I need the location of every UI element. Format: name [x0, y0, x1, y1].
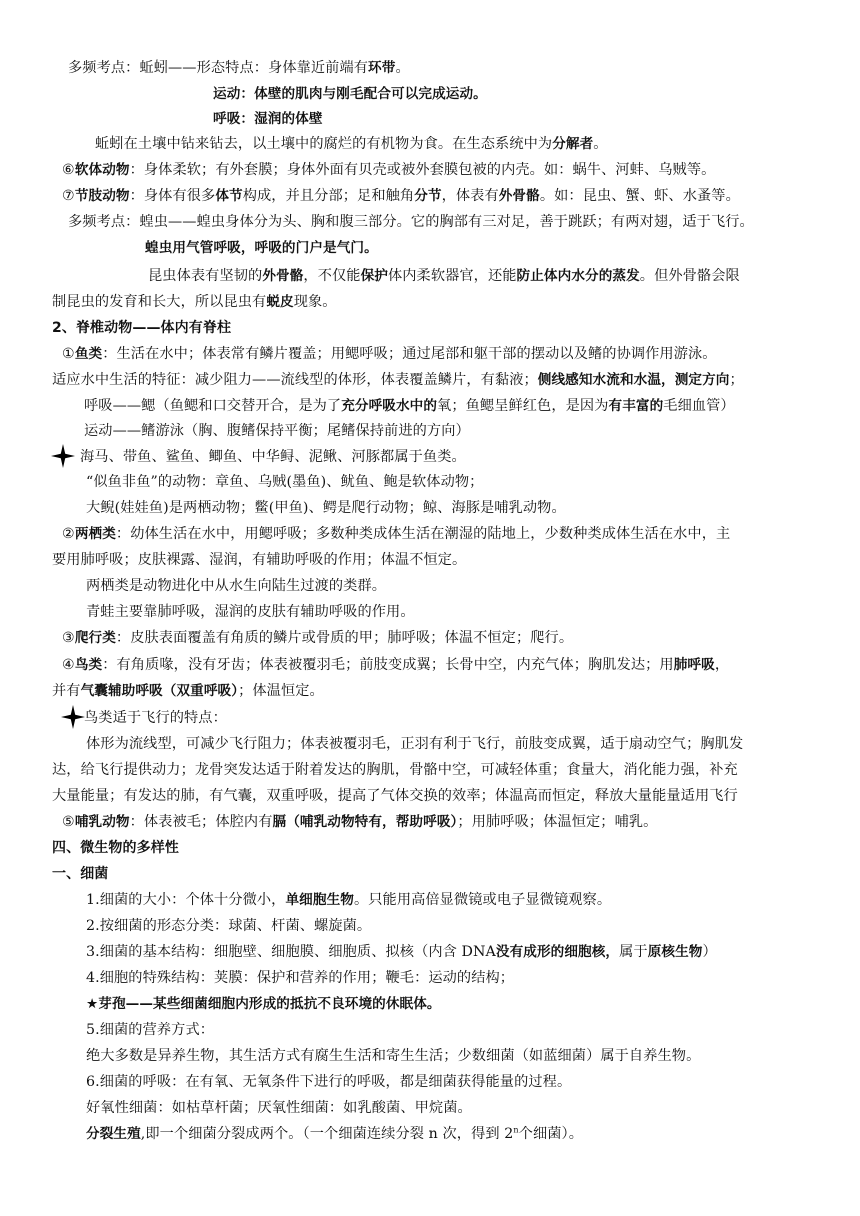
text-line-decomposer: [95, 134, 608, 154]
text: 蚯蚓在土壤中钻来钻去，以土壤中的腐烂的有机物为食。在生态系统中为: [95, 136, 553, 152]
text: ：有角质喙，没有牙齿；体表被覆羽毛；前肢变成翼；长骨中空，内充气体；胸肌发达；用: [102, 657, 674, 673]
bold-text: 侧线感知水流和水温，测定方向: [537, 372, 730, 388]
text: 。如：昆虫、蟹、虾、水蚤等。: [539, 188, 740, 204]
text-line-amphibians-3: 两栖类是动物进化中从水生向陆生过渡的类群。: [86, 578, 387, 594]
text-line-bacteria-size: [86, 890, 611, 910]
text-line-nutrition: 5.细菌的营养方式：: [86, 1022, 215, 1038]
four-point-star-icon: [61, 705, 85, 729]
text-line-flight-2: 达，给飞行提供动力；龙骨突发达适于附着发达的胸肌，骨骼中空，可减轻体重；食量大，消化能力强，补充: [52, 762, 738, 778]
text-line-fish-movement: 运动——鳍游泳（胸、腹鳍保持平衡；尾鳍保持前进的方向）: [84, 423, 470, 439]
text: ④: [62, 657, 75, 673]
bold-text: 体节: [215, 188, 243, 204]
text: ：体表被毛；体腔内有: [129, 814, 273, 830]
bold-text: 两栖类: [74, 526, 116, 542]
text-line-amphibians: [62, 524, 730, 544]
text: ⑦: [62, 188, 75, 204]
text-line-not-fish-2: 大鲵(娃娃鱼)是两栖动物；鳖(甲鱼)、鳄是爬行动物；鲸、海豚是哺乳动物。: [86, 500, 566, 516]
bold-text: 分裂生殖: [86, 1126, 141, 1142]
bold-text: 哺乳动物: [74, 814, 130, 830]
bold-text: 有丰富的: [608, 398, 664, 414]
section-heading-microbes: 四、微生物的多样性: [52, 840, 179, 856]
text: 昆虫体表有坚韧的: [148, 268, 263, 284]
text: 现象。: [293, 294, 337, 310]
bold-text: 鱼类: [74, 346, 103, 362]
text-line-earthworm-movement: 运动：体壁的肌肉与刚毛配合可以完成运动。: [213, 86, 487, 102]
text-line-special-structure: 4.细胞的特殊结构：荚膜：保护和营养的作用；鞭毛：运动的结构；: [86, 970, 515, 986]
text: ③: [62, 630, 75, 646]
text-line-respiration: 6.细菌的呼吸：在有氧、无氧条件下进行的呼吸，都是细菌获得能量的过程。: [86, 1074, 572, 1090]
text: ：身体有很多: [129, 188, 216, 204]
text: ：皮肤表面覆盖有角质的鳞片或骨质的甲；肺呼吸；体温不恒定；爬行。: [115, 630, 574, 646]
text-line-bacteria-shape: 2.按细菌的形态分类：球菌、杆菌、螺旋菌。: [86, 918, 372, 934]
text-line-fish-breathing: [84, 396, 735, 416]
text: ，不仅能: [303, 268, 361, 284]
text: 并有: [52, 683, 81, 699]
four-point-star-icon: [51, 444, 75, 468]
text-line-exoskeleton: [148, 266, 740, 286]
bold-text: 防止体内水分的蒸发: [516, 268, 640, 284]
text: 构成，并且分部；足和触角: [242, 188, 415, 204]
bold-text: 气囊辅助呼吸（双重呼吸）: [80, 683, 239, 699]
superscript: n: [513, 1125, 519, 1135]
text-line-flight-3: 大量能量；有发达的肺，有气囊，双重呼吸，提高了气体交换的效率；体温高而恒定，释放大量能量适用飞行: [52, 788, 738, 804]
section-heading-vertebrates: 2、脊椎动物——体内有脊柱: [52, 320, 232, 336]
text-line-arthropoda: [62, 186, 740, 206]
text: 1.细菌的大小：个体十分微小，: [86, 892, 286, 908]
text: 。: [593, 136, 608, 152]
text-line-flight-1: 体形为流线型，可减少飞行阻力；体表被覆羽毛，正羽有利于飞行，前肢变成翼，适于扇动空气；胸肌发: [86, 736, 744, 752]
text: ⑤: [62, 814, 75, 830]
text: ,即一个细菌分裂成两个。（一个细菌连续分裂 n 次，得到 2: [140, 1126, 514, 1142]
text-line-fish: [62, 344, 717, 364]
text: ：生活在水中；体表常有鳞片覆盖；用鳃呼吸；通过尾部和躯干部的摆动以及鳍的协调作用游泳。: [102, 346, 717, 362]
text: ①: [62, 346, 75, 362]
bold-text: 节肢动物: [74, 188, 130, 204]
text: ，体表有: [441, 188, 499, 204]
text-line-amphibians-2: 要用肺呼吸；皮肤裸露、湿润，有辅助呼吸的作用；体温不恒定。: [52, 552, 467, 568]
text: 适应水中生活的特征：减少阻力——流线型的体形，体表覆盖鳞片，有黏液；: [52, 372, 538, 388]
text: ；: [729, 372, 744, 388]
bold-text: 肺呼吸: [673, 657, 715, 673]
bold-text: 单细胞生物: [285, 892, 354, 908]
text: ：幼体生活在水中，用鳃呼吸；多数种类成体生活在潮湿的陆地上，少数种类成体生活在水中，主: [115, 526, 731, 542]
text: 体内柔软器官，还能: [387, 268, 517, 284]
bold-text: 爬行类: [74, 630, 116, 646]
text-line-earthworm: [68, 58, 410, 78]
text: 个细菌）。: [518, 1126, 583, 1142]
text-line-aerobic: 好氧性细菌：如枯草杆菌；厌氧性细菌：如乳酸菌、甲烷菌。: [86, 1100, 472, 1116]
text: 。只能用高倍显微镜或电子显微镜观察。: [353, 892, 612, 908]
section-heading-bacteria: 一、细菌: [52, 866, 109, 882]
text-line-reptiles: [62, 628, 573, 648]
text: ；体温恒定。: [238, 683, 324, 699]
text-line-birds: [62, 655, 729, 675]
text: 呼吸——鳃（鱼鳃和口交替开合，是为了: [84, 398, 342, 414]
text: 制昆虫的发育和长大，所以昆虫有: [52, 294, 267, 310]
bold-text: 软体动物: [74, 162, 130, 178]
text-line-bacteria-structure: [86, 942, 717, 962]
text-line-fish-examples: 海马、带鱼、鲨鱼、鲫鱼、中华鲟、泥鳅、河豚都属于鱼类。: [80, 449, 466, 465]
bold-text: 分节: [414, 188, 442, 204]
text: 属于: [619, 944, 648, 960]
text-line-spore: ★芽孢——某些细菌细胞内形成的抵抗不良环境的休眠体。: [86, 996, 441, 1012]
text: ）: [702, 944, 717, 960]
text-line-nutrition-2: 绝大多数是异养生物，其生活方式有腐生生活和寄生生活；少数细菌（如蓝细菌）属于自养生物。: [86, 1048, 701, 1064]
bold-text: 原核生物: [647, 944, 703, 960]
text: 。但外骨骼会限: [639, 268, 740, 284]
text: ；用肺呼吸；体温恒定；哺乳。: [457, 814, 658, 830]
text-line-earthworm-breathing: 呼吸：湿润的体壁: [213, 111, 323, 127]
text-line-flight-features: 鸟类适于飞行的特点：: [84, 710, 227, 726]
text-line-molting: [52, 292, 337, 312]
text-line-birds-2: [52, 681, 324, 701]
text-line-frog: 青蛙主要靠肺呼吸，湿润的皮肤有辅助呼吸的作用。: [86, 604, 415, 620]
bold-text: 蜕皮: [266, 294, 294, 310]
text: 3.细菌的基本结构：细胞壁、细胞膜、细胞质、拟核（内含 DNA: [86, 944, 496, 960]
bold-text: 分解者: [552, 136, 594, 152]
bold-text: 膈（哺乳动物特有，帮助呼吸）: [272, 814, 458, 830]
text-line-locust: 多频考点：蝗虫——蝗虫身体分为头、胸和腹三部分。它的胸部有三对足，善于跳跃；有两对翅，适于飞行。: [68, 214, 754, 230]
text: 氧；鱼鳃呈鲜红色，是因为: [437, 398, 609, 414]
text-line-mollusca: [62, 160, 715, 180]
text: ②: [62, 526, 75, 542]
text: 。: [395, 60, 410, 76]
text-line-not-fish: “似鱼非鱼”的动物：章鱼、乌贼(墨鱼)、鱿鱼、鲍是软体动物；: [86, 474, 484, 490]
bold-text: 充分呼吸水中的: [341, 398, 438, 414]
bold-text: 鸟类: [74, 657, 103, 673]
text: ⑥: [62, 162, 75, 178]
text: ：身体柔软；有外套膜；身体外面有贝壳或被外套膜包被的内壳。如：蜗牛、河蚌、乌贼等。: [129, 162, 716, 178]
bold-text: 保护: [360, 268, 388, 284]
text: ，: [714, 657, 730, 673]
bold-text: 没有成形的细胞核，: [495, 944, 620, 960]
text: 毛细血管）: [663, 398, 735, 414]
bold-text: 环带: [368, 60, 396, 76]
text-line-mammals: [62, 812, 657, 832]
text: 多频考点：蚯蚓——形态特点：身体靠近前端有: [68, 60, 369, 76]
bold-text: 外骨骼: [498, 188, 540, 204]
text-line-fission: [86, 1124, 583, 1144]
text-line-locust-breathing: 蝗虫用气管呼吸，呼吸的门户是气门。: [145, 240, 378, 256]
bold-text: 外骨骼: [262, 268, 304, 284]
text-line-fish-adaptation: [52, 370, 744, 390]
